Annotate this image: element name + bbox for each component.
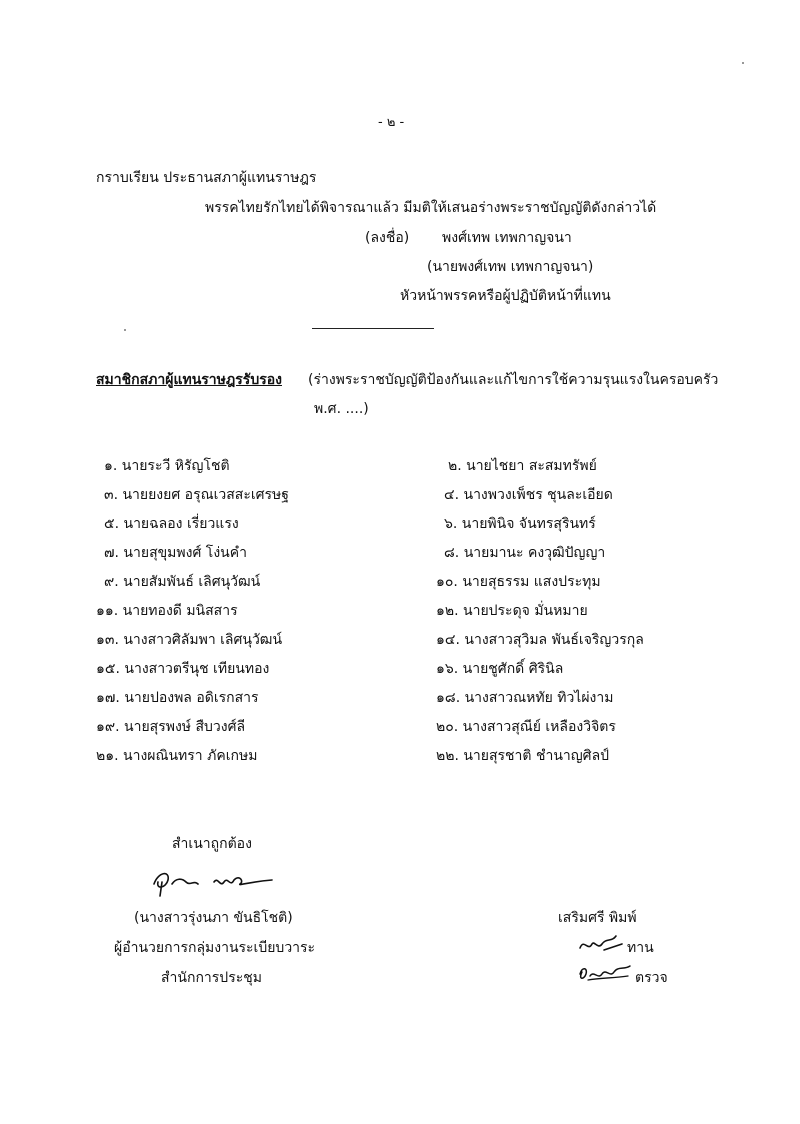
member-entry: ๑๓. นางสาวศิลัมพา เลิศนุวัฒน์: [96, 632, 283, 648]
typist-name: เสริมศรี พิมพ์: [558, 910, 637, 926]
member-entry: ๑๙. นายสุรพงษ์ สืบวงศ์ลี: [96, 719, 246, 735]
member-entry: ๒๑. นางผณินทรา ภัคเกษม: [96, 748, 258, 764]
signature-name: พงศ์เทพ เทพกาญจนา: [442, 230, 572, 246]
member-entry: ๕. นายฉลอง เรี่ยวแรง: [104, 516, 239, 532]
handwritten-initials-typed: [576, 932, 626, 956]
clerk-role: ผู้อำนวยการกลุ่มงานระเบียบวาระ: [114, 940, 316, 956]
member-entry: ๑. นายระวี หิรัญโชติ: [104, 458, 230, 474]
typed-label: ทาน: [627, 940, 654, 956]
handwritten-signature-clerk: [148, 862, 278, 902]
member-entry: ๑๖. นายชูศักดิ์ ศิรินิล: [436, 661, 564, 677]
member-entry: ๑๑. นายทองดี มนิสสาร: [96, 603, 238, 619]
signature-label: (ลงชื่อ): [365, 230, 410, 246]
member-entry: ๙. นายสัมพันธ์ เลิศนุวัฒน์: [104, 574, 261, 590]
member-entry: ๑๗. นายปองพล อดิเรกสาร: [96, 690, 259, 706]
salutation: กราบเรียน ประธานสภาผู้แทนราษฎร: [96, 170, 317, 186]
clerk-office: สำนักการประชุม: [161, 970, 262, 986]
signature-role: หัวหน้าพรรคหรือผู้ปฏิบัติหน้าที่แทน: [400, 288, 611, 304]
member-entry: ๑๕. นางสาวตรีนุช เทียนทอง: [96, 661, 270, 677]
checked-label: ตรวจ: [635, 970, 668, 986]
body-text: พรรคไทยรักไทยได้พิจารณาแล้ว มีมติให้เสนอร่างพระราชบัญญัติดังกล่าวได้: [205, 200, 657, 216]
member-entry: ๖. นายพินิจ จันทรสุรินทร์: [444, 516, 596, 532]
member-entry: ๘. นายมานะ คงวุฒิปัญญา: [444, 545, 606, 561]
members-heading: สมาชิกสภาผู้แทนราษฎรรับรอง: [96, 372, 282, 388]
members-description: (ร่างพระราชบัญญัติป้องกันและแก้ไขการใช้ความรุนแรงในครอบครัว: [308, 372, 719, 388]
scan-speck: [124, 329, 126, 331]
scan-speck: [742, 62, 744, 64]
member-entry: ๑๐. นายสุธรรม แสงประทุม: [436, 574, 601, 590]
section-divider: [312, 328, 434, 329]
member-entry: ๓. นายยงยศ อรุณเวสสะเศรษฐ: [104, 487, 290, 503]
page-number: - ๒ -: [378, 115, 405, 130]
member-entry: ๒. นายไชยา สะสมทรัพย์: [448, 458, 597, 474]
member-entry: ๔. นางพวงเพ็ชร ชุนละเอียด: [444, 487, 613, 503]
members-description-year: พ.ศ. ....): [314, 401, 369, 417]
member-entry: ๑๒. นายประดุจ มั่นหมาย: [436, 603, 588, 619]
clerk-name: (นางสาวรุ่งนภา ขันธิโชติ): [134, 910, 293, 926]
signature-full-name: (นายพงศ์เทพ เทพกาญจนา): [427, 259, 594, 275]
member-entry: ๑๘. นางสาวณหทัย ทิวไผ่งาม: [436, 690, 614, 706]
member-entry: ๑๔. นางสาวสุวิมล พันธ์เจริญวรกุล: [436, 632, 644, 648]
copy-certified-label: สำเนาถูกต้อง: [172, 836, 252, 852]
member-entry: ๒๐. นางสาวสุณีย์ เหลืองวิจิตร: [436, 719, 616, 735]
member-entry: ๗. นายสุขุมพงศ์ โง่นคำ: [104, 545, 247, 561]
member-entry: ๒๒. นายสุรชาติ ชำนาญศิลป์: [436, 748, 610, 764]
handwritten-initials-checked: [574, 960, 634, 986]
